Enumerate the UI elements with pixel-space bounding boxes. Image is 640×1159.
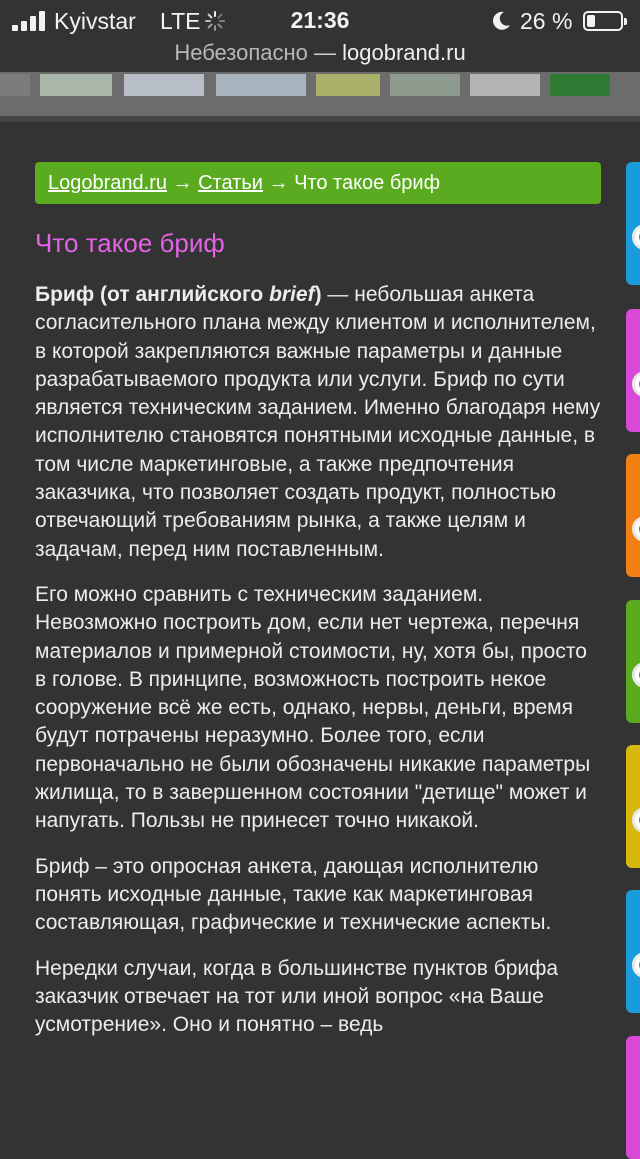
breadcrumb-current: Что такое бриф: [294, 172, 441, 194]
article-paragraph-4: Нередки случаи, когда в большинстве пунктов брифа заказчик отвечает на тот или иной вопрос «на Ваше усмотрение». Оно и понятно – ведь: [35, 956, 559, 1037]
page-header-thumbnails: [0, 72, 640, 116]
clock: 21:36: [290, 7, 350, 33]
side-tab-3[interactable]: [626, 454, 640, 577]
article-paragraph-1: Бриф (от английского brief) — небольшая анкета согласительного плана между клиентом и исполнителем, в которой закрепляются важные параметры и данные разрабатываемого продукта или услуги. Бриф по сути является техническим заданием. Именно благодаря нему исполнителю становятся понятными исходные данные, в том числе маркетинговые, а также предпочтения заказчика, что позволяет создать продукт, полностью отвечающий требованиям рынка, а также целям и задачам, перед ним поставленным.: [35, 283, 601, 561]
article-paragraph-3: Бриф – это опросная анкета, дающая исполнителю понять исходные данные, такие как маркетинговая составляющая, графические и технические аспекты.: [35, 854, 552, 935]
security-warning: Небезопасно: [174, 40, 308, 65]
side-tab-1[interactable]: [626, 162, 640, 285]
side-tab-2[interactable]: [626, 309, 640, 432]
side-tab-7[interactable]: [626, 1036, 640, 1159]
header-divider: [0, 116, 640, 122]
tab-badge-icon: [632, 662, 640, 688]
side-tab-4[interactable]: [626, 600, 640, 723]
battery-percentage: 26 %: [520, 8, 573, 34]
status-bar: [0, 0, 640, 42]
breadcrumb-arrow: →: [166, 172, 199, 194]
article-content: [35, 162, 601, 1039]
breadcrumb: [35, 162, 601, 204]
tab-badge-icon: [632, 224, 640, 250]
breadcrumb-home-link[interactable]: Logobrand.ru: [48, 172, 167, 194]
side-tab-6[interactable]: [626, 890, 640, 1013]
site-host: logobrand.ru: [342, 40, 466, 65]
breadcrumb-arrow: →: [262, 172, 295, 194]
breadcrumb-articles-link[interactable]: Статьи: [198, 172, 263, 194]
side-tab-5[interactable]: [626, 745, 640, 868]
article-paragraph-2: Его можно сравнить с техническим заданием. Невозможно построить дом, если нет чертежа, перечня материалов и примерной стоимости, ну, хотя бы, просто в голове. В принципе, возможность построить некое сооружение всё же есть, однако, нервы, деньги, время будут потрачены неразумно. Более того, если первоначально не были обозначены никакие параметры жилища, то в завершенном состоянии "детище" может и напугать. Пользы не принесет точно никакой.: [35, 582, 591, 833]
do-not-disturb-moon-icon: [490, 10, 512, 32]
tab-badge-icon: [632, 516, 640, 542]
carrier-name: Kyivstar: [54, 8, 136, 34]
battery-icon: [583, 11, 623, 31]
tab-badge-icon: [632, 371, 640, 397]
network-type: LTE: [160, 8, 201, 34]
address-bar[interactable]: [0, 40, 640, 72]
page-title: Что такое бриф: [35, 228, 225, 258]
address-separator: —: [307, 40, 343, 65]
lead-term: Бриф (от английского brief): [35, 283, 322, 306]
lead-term-english: brief: [269, 283, 315, 306]
tab-badge-icon: [632, 952, 640, 978]
battery-fill: [587, 15, 595, 27]
tab-badge-icon: [632, 807, 640, 833]
